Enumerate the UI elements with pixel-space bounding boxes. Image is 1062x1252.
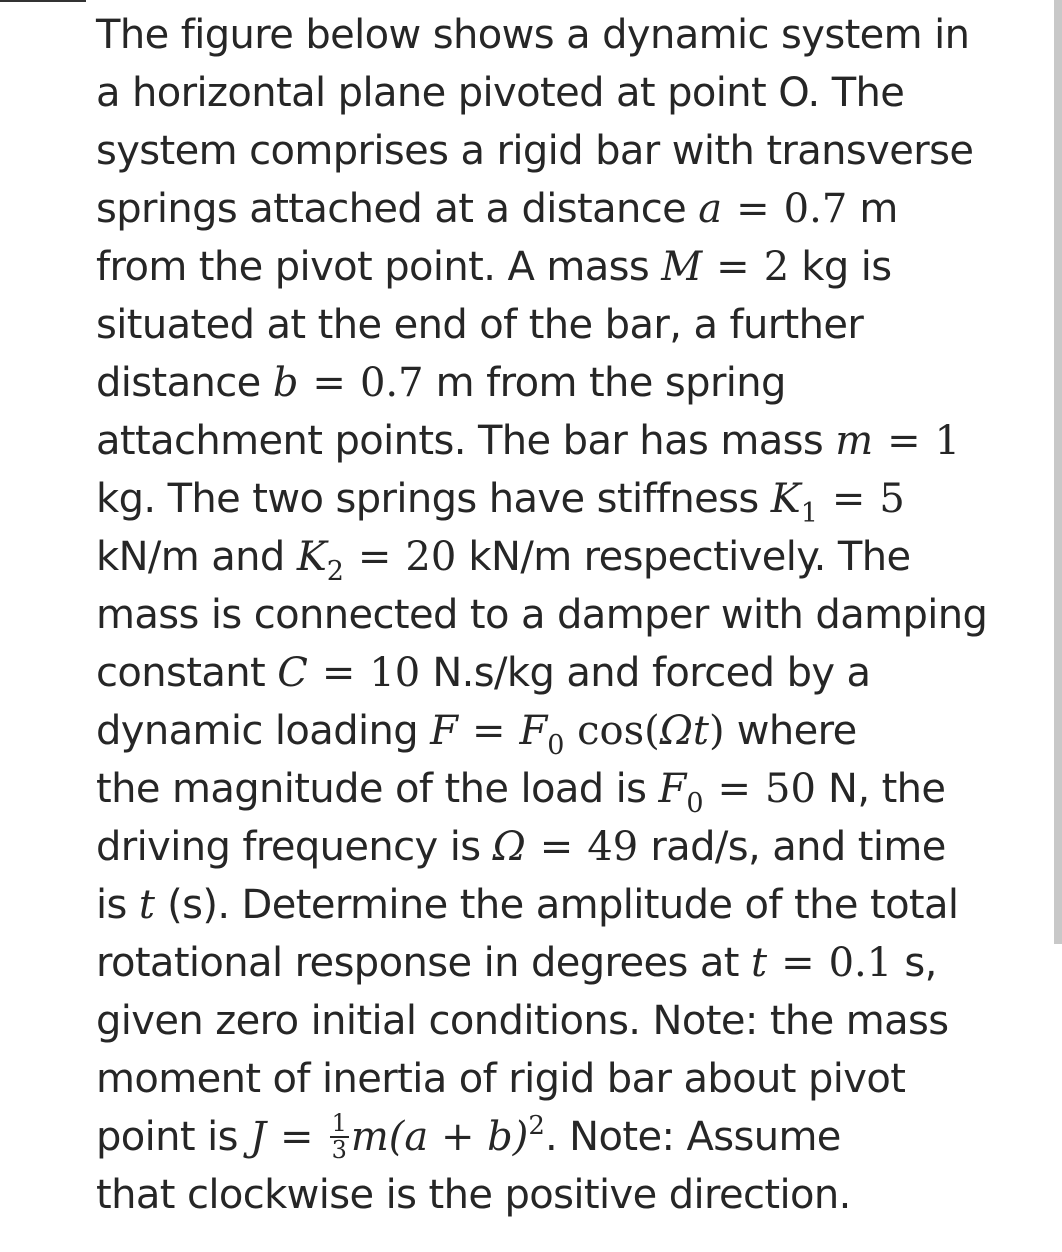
line-4-text: springs attached at a distance [96,186,699,232]
line-3: system comprises a rigid bar with transverse [96,128,974,174]
line-13-tail: where [724,708,857,754]
var-F0: F [658,766,687,812]
fraction-one-third [330,1111,349,1163]
line-7-text: distance [96,360,273,406]
line-11: mass is connected to a damper with damping [96,592,988,638]
line-10-tail: kN/m respectively. The [456,534,911,580]
value-M: 2 [763,244,790,290]
var-J: J [250,1114,267,1160]
line-9 [96,470,1046,528]
line-19: moment of inertia of rigid bar about pivot [96,1056,906,1102]
equals-sign: = [716,244,750,290]
fraction-denominator: 3 [331,1136,347,1164]
value-b: 0.7 [359,360,424,406]
line-20 [96,1108,1046,1166]
value-C: 10 [369,650,421,696]
line-16 [96,876,1046,934]
line-15-text: driving frequency is [96,824,493,870]
subscript: 2 [326,556,344,587]
scrollbar[interactable] [1054,0,1062,944]
var-m: m [835,418,874,464]
line-10-text: kN/m and [96,534,297,580]
equals-sign: = [736,186,770,232]
equals-sign: = [717,766,752,812]
var-K2: K [296,534,327,580]
var-F0: F [519,708,548,754]
var-C: C [277,650,308,696]
top-divider [0,0,86,2]
superscript: 2 [528,1111,545,1141]
line-8 [96,412,1046,470]
cos-function: cos( [564,708,660,754]
equals-sign: = [539,824,574,870]
equals-sign: = [357,534,392,580]
line-17 [96,934,1046,992]
var-t: t [138,882,155,928]
line-9-text: kg. The two springs have stiffness [96,476,771,522]
line-4 [96,180,1046,238]
var-omega: Ω [492,824,526,870]
close-paren: ) [709,708,725,754]
line-1: The figure below shows a dynamic system in [96,12,970,58]
line-20-text: point is [96,1114,250,1160]
equals-sign: = [781,940,815,986]
line-18: given zero initial conditions. Note: the mass [96,998,949,1044]
equals-sign: = [280,1114,314,1160]
value-K2: 20 [405,534,457,580]
line-12-text: constant [96,650,278,696]
line-5-text: from the pivot point. A mass [96,244,662,290]
omega-t: Ωt [659,708,709,754]
value-t: 0.1 [828,940,893,986]
line-17-text: rotational response in degrees at [96,940,752,986]
equals-sign: = [887,418,921,464]
var-F: F [430,708,458,754]
line-14 [96,760,1046,818]
value-omega: 49 [587,824,639,870]
subscript: 0 [547,730,565,761]
line-21: that clockwise is the positive direction. [96,1172,851,1218]
line-7-tail: m from the spring [423,360,786,406]
line-7 [96,354,1046,412]
question-text [96,6,1046,1224]
line-20-tail: . Note: Assume [544,1114,841,1160]
subscript: 0 [686,788,704,819]
subscript: 1 [800,498,818,529]
unit-kg: kg is [789,244,892,290]
var-b: b [272,360,299,406]
var-a: a [698,186,723,232]
line-10 [96,528,1046,586]
equals-sign: = [471,708,506,754]
line-12 [96,644,1046,702]
var-M: M [661,244,703,290]
line-14-tail: N, the [815,766,946,812]
line-12-tail: N.s/kg and forced by a [420,650,871,696]
line-15 [96,818,1046,876]
line-14-text: the magnitude of the load is [96,766,659,812]
line-16-tail: (s). Determine the amplitude of the total [154,882,959,928]
line-13-text: dynamic loading [96,708,431,754]
value-a: 0.7 [783,186,848,232]
var-t: t [751,940,768,986]
var-K1: K [770,476,801,522]
line-16-text: is [96,882,139,928]
line-13 [96,702,1046,760]
fraction-numerator: 1 [331,1109,347,1137]
line-6: situated at the end of the bar, a further [96,302,864,348]
line-15-tail: rad/s, and time [638,824,946,870]
line-2: a horizontal plane pivoted at point O. The [96,70,905,116]
line-17-tail: s, [892,940,937,986]
line-8-text: attachment points. The bar has mass [96,418,836,464]
inertia-expression: m(a + b) [350,1114,529,1160]
unit-m: m [847,186,898,232]
line-5 [96,238,1046,296]
value-m: 1 [934,418,961,464]
equals-sign: = [312,360,346,406]
equals-sign: = [321,650,356,696]
value-F0: 50 [765,766,816,812]
equals-sign: = [831,476,866,522]
value-K1: 5 [879,476,905,522]
